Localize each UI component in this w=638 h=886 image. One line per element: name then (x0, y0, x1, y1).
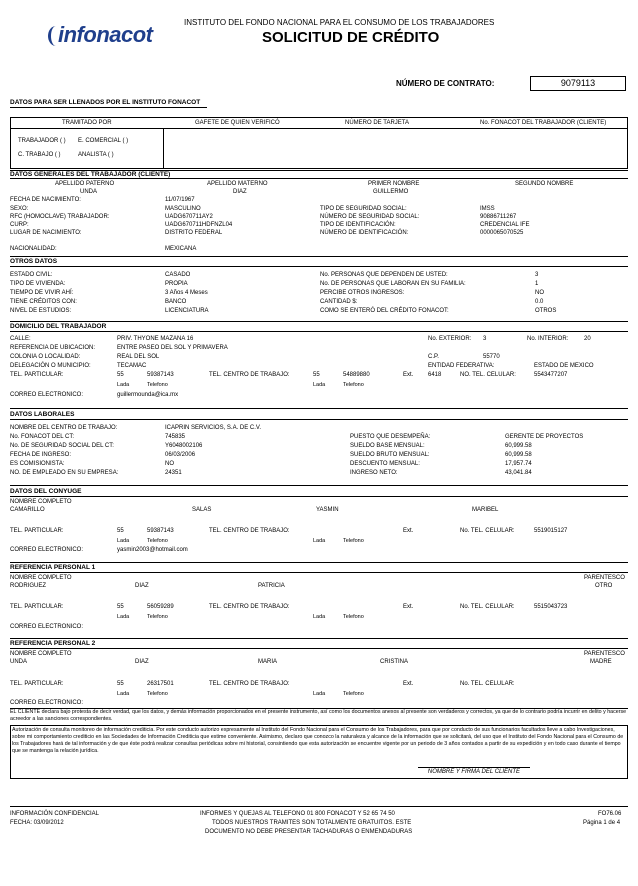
tipo-seguridad-social-value: IMSS (480, 206, 495, 212)
footer-info-line1: INFORMES Y QUEJAS AL TELEFONO 01 800 FONACOT Y 52 65 74 50 (200, 811, 395, 817)
tel-particular-lada: 55 (117, 372, 124, 378)
ref2-tel-lada: 55 (117, 681, 124, 687)
ref2-tel-label: TEL. PARTICULAR: (10, 681, 64, 687)
calle-value: PRIV. THYONE MAZANA 16 (117, 336, 194, 342)
fecha-ingreso-label: FECHA DE INGRESO: (10, 452, 72, 458)
ref2-ext-label: Ext. (403, 681, 414, 687)
tiempo-vivir-value: 3 Años 4 Meses (165, 290, 208, 296)
apellido-materno-header: APELLIDO MATERNO (207, 181, 268, 187)
telefono-sublabel: Telefono (147, 382, 168, 388)
ref2-tel-trabajo-label: TEL. CENTRO DE TRABAJO: (209, 681, 290, 687)
laboran-familia-label: No. DE PERSONAS QUE LABORAN EN SU FAMILIA: (320, 281, 466, 287)
no-fonacot-header: No. FONACOT DEL TRABAJADOR (CLIENTE) (480, 120, 607, 126)
descuento-label: DESCUENTO MENSUAL: (350, 461, 420, 467)
lada-sublabel-trabajo: Lada (313, 382, 326, 388)
estado-civil-label: ESTADO CIVIL: (10, 272, 53, 278)
client-signature-line[interactable]: NOMBRE Y FIRMA DEL CLIENTE (418, 767, 530, 775)
ref2-telefono-sublabel: Telefono (147, 691, 168, 697)
option-c-trabajo[interactable]: C. TRABAJO ( ) (18, 152, 61, 158)
contract-number-value: 9079113 (530, 76, 626, 91)
colonia-value: REAL DEL SOL (117, 354, 160, 360)
ref1-celular-label: No. TEL. CELULAR: (460, 604, 515, 610)
footer-confidential: INFORMACIÓN CONFIDENCIAL (10, 811, 100, 817)
conyuge-nombre2: MARIBEL (472, 507, 499, 513)
ref1-section-title: REFERENCIA PERSONAL 1 (10, 564, 96, 571)
fecha-nacimiento-value: 11/07/1967 (165, 197, 195, 203)
option-analista[interactable]: ANALISTA ( ) (78, 152, 114, 158)
declaration-text: EL CLIENTE declara bajo protesta de decir verdad, que los datos, y demás información proporcionados en el presente instrumento, así como los documentos anexos al presente son verdaderos y correctos, ya que de lo contrario podría incurrir en delito y hacerse acreedor a las sanciones correspondientes. (10, 709, 627, 722)
conyuge-correo-value: yasmin2003@hotmail.com (117, 547, 188, 553)
ref2-lada-sublabel-trabajo: Lada (313, 691, 326, 697)
ref2-section-title: REFERENCIA PERSONAL 2 (10, 640, 96, 647)
rfc-value: UADG670711AY2 (165, 214, 213, 220)
ref2-paterno: UNDA (10, 659, 28, 665)
fonacot-ct-label: No. FONACOT DEL CT: (10, 434, 75, 440)
ref2-parentesco-value: MADRE (590, 659, 612, 665)
correo-value: guillermounda@ica.mx (117, 392, 179, 398)
fonacot-ct-value: 745835 (165, 434, 186, 440)
descuento-value: 17,957.74 (505, 461, 532, 467)
sexo-value: MASCULINO (165, 206, 201, 212)
ref1-celular-value: 5515043723 (534, 604, 568, 610)
numero-tarjeta-header: NÚMERO DE TARJETA (345, 120, 410, 126)
numero-identificacion-label: NÚMERO DE IDENTIFICACIÓN: (320, 230, 409, 236)
apellido-paterno-value: UNDA (80, 189, 98, 195)
como-se-entero-label: COMO SE ENTERÓ DEL CRÉDITO FONACOT: (320, 308, 449, 314)
cp-label: C.P. (428, 354, 439, 360)
nivel-estudios-value: LICENCIATURA (165, 308, 209, 314)
calle-label: CALLE: (10, 336, 31, 342)
ext-value: 6418 (428, 372, 442, 378)
ref2-nombre1: MARIA (258, 659, 278, 665)
no-exterior-value: 3 (483, 336, 487, 342)
tiene-creditos-value: BANCO (165, 299, 187, 305)
lugar-nacimiento-value: DISTRITO FEDERAL (165, 230, 223, 236)
ref1-paterno: RODRIGUEZ (10, 583, 46, 589)
tipo-seguridad-social-label: TIPO DE SEGURIDAD SOCIAL: (320, 206, 407, 212)
conyuge-lada-sublabel: Lada (117, 538, 130, 544)
como-se-entero-value: OTROS (535, 308, 557, 314)
centro-trabajo-value: ICAPRIN SERVICIOS, S.A. DE C.V. (165, 425, 262, 431)
correo-label: CORREO ELECTRONICO: (10, 392, 84, 398)
rfc-label: RFC (HOMOCLAVE) TRABAJADOR: (10, 214, 110, 220)
conyuge-tel-label: TEL. PARTICULAR: (10, 528, 64, 534)
institute-section-title: DATOS PARA SER LLENADOS POR EL INSTITUTO FONACOT (10, 99, 201, 106)
no-exterior-label: No. EXTERIOR: (428, 336, 472, 342)
nacionalidad-label: NACIONALIDAD: (10, 246, 57, 252)
ref1-tel-trabajo-label: TEL. CENTRO DE TRABAJO: (209, 604, 290, 610)
sueldo-bruto-label: SUELDO BRUTO MENSUAL: (350, 452, 430, 458)
ref1-telefono-sublabel: Telefono (147, 614, 168, 620)
option-trabajador[interactable]: TRABAJADOR ( ) (18, 138, 66, 144)
header-organization: INSTITUTO DEL FONDO NACIONAL PARA EL CONSUMO DE LOS TRABAJADORES (184, 18, 495, 27)
conyuge-nombre-label: NOMBRE COMPLETO (10, 499, 72, 505)
lada-sublabel: Lada (117, 382, 130, 388)
conyuge-nombre1: YASMIN (316, 507, 339, 513)
conyuge-section-title: DATOS DEL CONYUGE (10, 488, 82, 495)
puesto-value: GERENTE DE PROYECTOS (505, 434, 584, 440)
comisionista-value: NO (165, 461, 174, 467)
conyuge-paterno: CAMARILLO (10, 507, 45, 513)
tiene-creditos-label: TIENE CRÉDITOS CON: (10, 299, 77, 305)
ref2-lada-sublabel: Lada (117, 691, 130, 697)
fecha-ingreso-value: 06/03/2006 (165, 452, 196, 458)
ref1-parentesco-label: PARENTESCO (584, 575, 625, 581)
sueldo-base-label: SUELDO BASE MENSUAL: (350, 443, 425, 449)
otros-ingresos-value: NO (535, 290, 544, 296)
no-empleado-label: NO. DE EMPLEADO EN SU EMPRESA: (10, 470, 119, 476)
ref1-lada-sublabel: Lada (117, 614, 130, 620)
conyuge-tel-number: 59387143 (147, 528, 174, 534)
cantidad-label: CANTIDAD $: (320, 299, 358, 305)
referencia-ubicacion-label: REFERENCIA DE UBICACION: (10, 345, 96, 351)
numero-identificacion-value: 0000065070525 (480, 230, 524, 236)
no-interior-value: 20 (584, 336, 591, 342)
ref2-tel-number: 26317501 (147, 681, 174, 687)
tel-trabajo-label: TEL. CENTRO DE TRABAJO: (209, 372, 290, 378)
infonacot-logo (48, 22, 158, 52)
comisionista-label: ES COMISIONISTA: (10, 461, 65, 467)
conyuge-tel-lada: 55 (117, 528, 124, 534)
ref1-telefono-sublabel-trabajo: Telefono (343, 614, 364, 620)
entidad-federativa-label: ENTIDAD FEDERATIVA: (428, 363, 495, 369)
ref1-ext-label: Ext. (403, 604, 414, 610)
ref1-materno: DIAZ (135, 583, 149, 589)
conyuge-telefono-sublabel: Telefono (147, 538, 168, 544)
cp-value: 55770 (483, 354, 500, 360)
tramitado-por-header: TRAMITADO POR (62, 120, 112, 126)
ingreso-neto-value: 43,041.84 (505, 470, 532, 476)
otros-section-title: OTROS DATOS (10, 258, 58, 265)
lugar-nacimiento-label: LUGAR DE NACIMIENTO: (10, 230, 82, 236)
apellido-paterno-header: APELLIDO PATERNO (55, 181, 115, 187)
ref2-nombre2: CRISTINA (380, 659, 409, 665)
curp-label: CURP: (10, 222, 29, 228)
gafete-header: GAFETE DE QUIEN VERIFICÓ (195, 120, 280, 126)
conyuge-telefono-sublabel-trabajo: Telefono (343, 538, 364, 544)
ref1-correo-label: CORREO ELECTRONICO: (10, 624, 84, 630)
ref2-correo-label: CORREO ELECTRONICO: (10, 700, 84, 706)
general-section-title: DATOS GENERALES DEL TRABAJADOR (CLIENTE) (10, 171, 171, 178)
option-e-comercial[interactable]: E. COMERCIAL ( ) (78, 138, 129, 144)
footer-info-line2: TODOS NUESTROS TRAMITES SON TOTALMENTE GRATUITOS. ESTE (212, 820, 412, 826)
delegacion-label: DELEGACIÓN O MUNICIPIO: (10, 363, 91, 369)
numero-seguridad-social-value: 90886711267 (480, 214, 517, 220)
dependientes-value: 3 (535, 272, 539, 278)
authorization-text: Autorización de consulta monitoreo de información crediticia. Por este conducto autorizo expresamente al Instituto del Fondo Nacional para el Consumo de los Trabajadores, para que por conducto de sus funcionarios facultados lleve a cabo Investigaciones, sobre mi comportamiento crediticio en las Sociedades de Información Crediticia que estime conveniente. Asimismo, declaro que conozco la naturaleza y alcance de la información que se solicitará, del uso que el Instituto del Fondo Nacional para el Consumo de los Trabajadores hará de tal información y de que éste podrá realizar consultas periódicas sobre mi historial, consintiendo que esta autorización se encuentre vigente por un periodo de 3 años contados a partir de su expedición y en todo caso durante el tiempo que se mantenga la relación jurídica. (12, 727, 624, 754)
conyuge-lada-sublabel-trabajo: Lada (313, 538, 326, 544)
ref2-telefono-sublabel-trabajo: Telefono (343, 691, 364, 697)
ref1-tel-lada: 55 (117, 604, 124, 610)
tiempo-vivir-label: TIEMPO DE VIVIR AHÍ: (10, 290, 74, 296)
dependientes-label: No. PERSONAS QUE DEPENDEN DE USTED: (320, 272, 448, 278)
ref1-parentesco-value: OTRO (595, 583, 613, 589)
delegacion-value: TECAMAC (117, 363, 147, 369)
tipo-identificacion-value: CREDENCIAL IFE (480, 222, 530, 228)
tel-trabajo-lada: 55 (313, 372, 320, 378)
ref1-nombre-label: NOMBRE COMPLETO (10, 575, 72, 581)
tipo-vivienda-value: PROPIA (165, 281, 188, 287)
footer-form-code: FO76.06 (598, 811, 622, 817)
telefono-sublabel-trabajo: Telefono (343, 382, 364, 388)
conyuge-materno: SALAS (192, 507, 212, 513)
referencia-ubicacion-value: ENTRE PASEO DEL SOL Y PRIMAVERA (117, 345, 228, 351)
ref2-parentesco-label: PARENTESCO (584, 651, 625, 657)
tel-particular-label: TEL. PARTICULAR: (10, 372, 64, 378)
contract-number-label: NÚMERO DE CONTRATO: (396, 79, 495, 88)
ingreso-neto-label: INGRESO NETO: (350, 470, 398, 476)
estado-civil-value: CASADO (165, 272, 191, 278)
domicilio-section-title: DOMICILIO DEL TRABAJADOR (10, 323, 107, 330)
conyuge-celular-label: No. TEL. CELULAR: (460, 528, 515, 534)
tipo-identificacion-label: TIPO DE IDENTIFICACIÓN: (320, 222, 396, 228)
numero-seguridad-social-label: NÚMERO DE SEGURIDAD SOCIAL: (320, 214, 420, 220)
footer-info-line3: DOCUMENTO NO DEBE PRESENTAR TACHADURAS O ENMENDADURAS (205, 829, 413, 835)
otros-ingresos-label: PERCIBE OTROS INGRESOS: (320, 290, 405, 296)
ref1-nombre1: PATRICIA (258, 583, 285, 589)
cantidad-value: 0.0 (535, 299, 544, 305)
footer-date: FECHA: 03/09/2012 (10, 820, 64, 826)
ref1-lada-sublabel-trabajo: Lada (313, 614, 326, 620)
centro-trabajo-label: NOMBRE DEL CENTRO DE TRABAJO: (10, 425, 118, 431)
conyuge-ext-label: Ext. (403, 528, 414, 534)
nivel-estudios-label: NIVEL DE ESTUDIOS: (10, 308, 72, 314)
colonia-label: COLONIA O LOCALIDAD: (10, 354, 81, 360)
fecha-nacimiento-label: FECHA DE NACIMIENTO: (10, 197, 81, 203)
celular-value: 5543477207 (534, 372, 568, 378)
nss-ct-value: Y6048002106 (165, 443, 203, 449)
no-empleado-value: 24351 (165, 470, 182, 476)
footer-page-number: Página 1 de 4 (583, 820, 621, 826)
segundo-nombre-header: SEGUNDO NOMBRE (515, 181, 574, 187)
sueldo-bruto-value: 60,999.58 (505, 452, 532, 458)
logo-text: infonacot (58, 22, 153, 47)
ref2-celular-label: No. TEL. CELULAR: (460, 681, 515, 687)
laborales-section-title: DATOS LABORALES (10, 411, 75, 418)
page-title: SOLICITUD DE CRÉDITO (262, 29, 440, 46)
ref2-nombre-label: NOMBRE COMPLETO (10, 651, 72, 657)
primer-nombre-value: GUILLERMO (373, 189, 409, 195)
conyuge-correo-label: CORREO ELECTRONICO: (10, 547, 84, 553)
nacionalidad-value: MEXICANA (165, 246, 197, 252)
entidad-federativa-value: ESTADO DE MEXICO (534, 363, 594, 369)
conyuge-celular-value: 5519015127 (534, 528, 568, 534)
ref1-tel-number: 56059289 (147, 604, 174, 610)
nss-ct-label: No. DE SEGURIDAD SOCIAL DEL CT: (10, 443, 114, 449)
ref2-materno: DIAZ (135, 659, 149, 665)
apellido-materno-value: DIAZ (233, 189, 247, 195)
ref1-tel-label: TEL. PARTICULAR: (10, 604, 64, 610)
puesto-label: PUESTO QUE DESEMPEÑA: (350, 434, 431, 440)
laboran-familia-value: 1 (535, 281, 539, 287)
curp-value: UADG670711HDFNZL04 (165, 222, 233, 228)
sexo-label: SEXO: (10, 206, 29, 212)
celular-label: NO. TEL. CELULAR: (460, 372, 516, 378)
primer-nombre-header: PRIMER NOMBRE (368, 181, 420, 187)
tipo-vivienda-label: TIPO DE VIVIENDA: (10, 281, 66, 287)
tel-particular-number: 59387143 (147, 372, 174, 378)
conyuge-tel-trabajo-label: TEL. CENTRO DE TRABAJO: (209, 528, 290, 534)
tel-trabajo-number: 54889880 (343, 372, 370, 378)
sueldo-base-value: 60,999.58 (505, 443, 532, 449)
ext-label: Ext. (403, 372, 414, 378)
no-interior-label: No. INTERIOR: (527, 336, 569, 342)
